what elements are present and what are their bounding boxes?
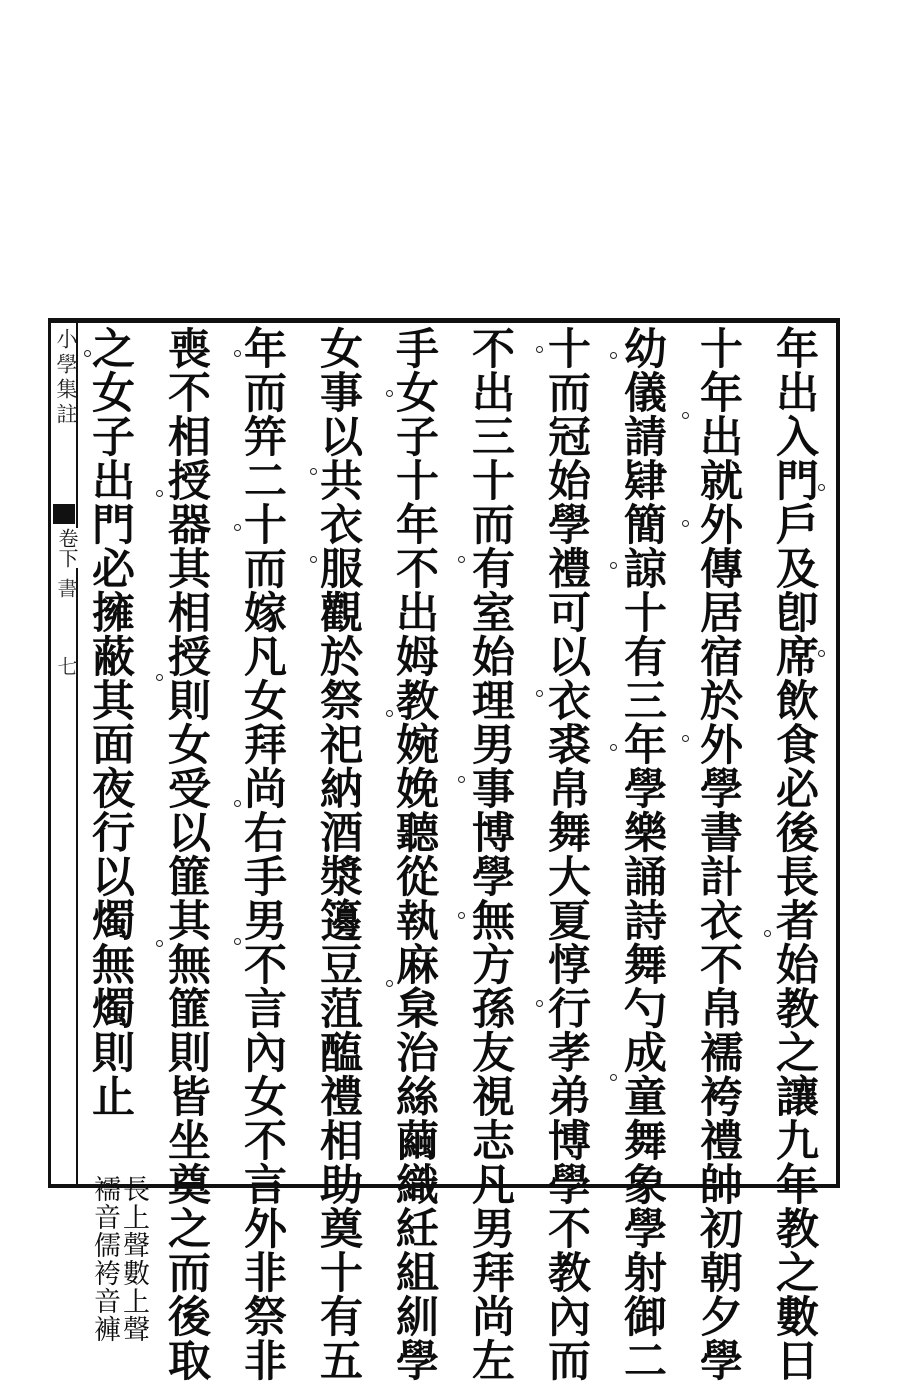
punctuation-circle [682, 520, 689, 527]
text-column-3: 幼儀請肄簡諒十有三年學樂誦詩舞勺成童舞象學射御二 [617, 326, 667, 1382]
punctuation-circle [156, 674, 163, 681]
spine-page-label: 書 七 [54, 578, 78, 682]
punctuation-circle [610, 1074, 617, 1081]
punctuation-circle [536, 690, 543, 697]
text-column-5: 不出三十而有室始理男事博學無方孫友視志凡男拜尚左 [465, 326, 515, 1382]
punctuation-circle [610, 744, 617, 751]
punctuation-circle [234, 800, 241, 807]
note-line-left: 襦音儒袴音褲 [89, 1175, 120, 1343]
punctuation-circle [610, 352, 617, 359]
interlinear-note [90, 1175, 148, 1365]
text-column-2: 十年出就外傳居宿於外學書計衣不帛襦袴禮帥初朝夕學 [693, 326, 743, 1382]
punctuation-circle [156, 940, 163, 947]
text-body [84, 326, 832, 1382]
punctuation-circle [818, 484, 825, 491]
punctuation-circle [610, 562, 617, 569]
spine-volume-label: 卷下 [55, 528, 79, 568]
punctuation-circle [682, 412, 689, 419]
text-column-7: 女事以共衣服觀於祭祀納酒漿籩豆菹醢禮相助奠十有五 [313, 326, 363, 1382]
punctuation-circle [84, 350, 91, 357]
punctuation-circle [458, 912, 465, 919]
punctuation-circle [764, 930, 771, 937]
text-column-6: 手女子十年不出姆教婉娩聽從執麻枲治絲繭織紝組紃學 [389, 326, 439, 1382]
spine-title: 小學集註 [54, 328, 78, 428]
punctuation-circle [310, 556, 317, 563]
punctuation-circle [818, 650, 825, 657]
punctuation-circle [386, 390, 393, 397]
text-column-9: 喪不相授器其相授則女受以篚其無篚則皆坐奠之而後取 [161, 326, 211, 1382]
punctuation-circle [458, 556, 465, 563]
text-column-10 [72, 326, 149, 1343]
text-column-1: 年出入門戶及卽席飲食必後長者始教之讓九年教之數日 [769, 326, 819, 1382]
punctuation-circle [458, 776, 465, 783]
punctuation-circle [310, 468, 317, 475]
text-column-10-main: 之女子出門必擁蔽其面夜行以燭無燭則止 [85, 326, 135, 1118]
punctuation-circle [234, 938, 241, 945]
punctuation-circle [234, 350, 241, 357]
text-column-8: 年而笄二十而嫁凡女拜尚右手男不言內女不言外非祭非 [237, 326, 287, 1382]
note-line-right: 長上聲數上聲 [118, 1175, 149, 1343]
punctuation-circle [234, 524, 241, 531]
punctuation-circle [386, 980, 393, 987]
text-column-4: 十而冠始學禮可以衣裘帛舞大夏惇行孝弟博學不教內而 [541, 326, 591, 1382]
punctuation-circle [536, 1000, 543, 1007]
punctuation-circle [536, 346, 543, 353]
punctuation-circle [682, 735, 689, 742]
punctuation-circle [386, 710, 393, 717]
punctuation-circle [156, 490, 163, 497]
